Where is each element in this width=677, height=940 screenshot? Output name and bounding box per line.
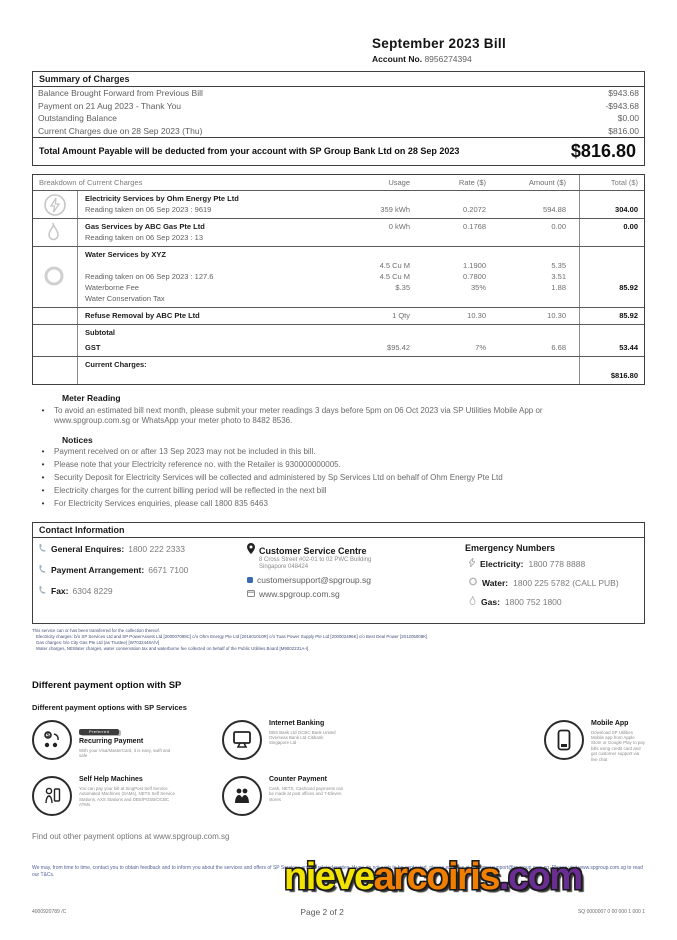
summary-of-charges-table [32, 71, 645, 166]
gas-flame-icon [43, 221, 63, 245]
current-charges-section [33, 356, 644, 384]
summary-row [33, 87, 644, 100]
lightning-icon [469, 558, 475, 567]
phone-icon [39, 564, 47, 573]
summary-row-amount: $816.00 [608, 125, 639, 136]
summary-row [33, 125, 644, 138]
breakdown-header-row [33, 175, 644, 190]
document-header [372, 36, 632, 64]
self-help-machines-icon [32, 776, 72, 816]
payment-option-recurring: $ Preferred Recurring Payment With your Visa/MasterCard, it is easy, swift and safe [32, 720, 222, 762]
bullet-icon: • [41, 473, 45, 482]
bullet-icon: • [41, 460, 45, 469]
contact-phone-column [39, 543, 247, 615]
service-centre-address: 8 Cross Street #02-01 to 02 PWC Building Singapore 048424 [259, 556, 372, 570]
account-label: Account No. [372, 54, 423, 64]
table-row: Reading taken on 06 Sep 2023 : 9619 359 kWh 0.2072 594.88 304.00 [85, 205, 638, 214]
table-row: Electricity Services by Ohm Energy Pte Ltd [85, 194, 239, 203]
water-drop-icon [43, 263, 65, 287]
payment-arrangement-row: Payment Arrangement: 6671 7100 [39, 564, 247, 575]
summary-row-label: Outstanding Balance [38, 113, 117, 123]
page-number: Page 2 of 2 [300, 906, 344, 917]
summary-row [33, 112, 644, 125]
list-item: • Payment received on or after 13 Sep 2023 may not be included in this bill. [32, 447, 645, 458]
col-usage: Usage [388, 178, 410, 187]
email-row[interactable]: customersupport@spgroup.sg [247, 575, 465, 585]
payment-option-internet-banking: Internet Banking DBS Bank Ltd OCBC Bank United Overseas Bank Ltd Citibank Singapore Ltd [222, 720, 384, 762]
globe-icon [247, 590, 255, 597]
electricity-section [33, 190, 644, 218]
bullet-icon: • [41, 486, 45, 495]
table-row: Refuse Removal by ABC Pte Ltd 1 Qty 10.30 10.30 85.92 [85, 311, 638, 320]
breakdown-table [32, 174, 645, 385]
water-section [33, 246, 644, 307]
phone-icon [39, 543, 47, 552]
summary-row-amount: -$943.68 [605, 100, 639, 111]
payment-options-grid [32, 720, 645, 816]
col-rate: Rate ($) [458, 178, 486, 187]
total-payable-row [33, 137, 644, 165]
bullet-icon: • [41, 405, 45, 415]
general-enquiries-row: General Enquires: 1800 222 2333 [39, 543, 247, 554]
table-row: Reading taken on 06 Sep 2023 : 127.6 4.5 Cu M 0.7800 3.51 [85, 272, 566, 281]
page-footer [32, 907, 645, 917]
contact-title: Contact Information [33, 523, 644, 538]
recurring-payment-icon [32, 720, 72, 760]
notices-heading: Notices [62, 434, 93, 445]
table-row: Subtotal [85, 328, 115, 337]
list-item: • For Electricity Services enquiries, please call 1800 835 6463 [32, 499, 645, 510]
table-row: $816.80 [610, 371, 638, 380]
list-item: • Electricity charges for the current billing period will be reflected in the next bill [32, 486, 645, 497]
legal-fine-print: This service can or has been transferred for the collection thereof. Electricity charges: b/o SP Services Ltd and SP PowerAssets Ltd [200007098C] c/o Ohm Energy Pte Ltd [201601010R] c/o Tuas Power Supply Pte Ltd [200002496K] c/o Best Deal Power [201205008K] Gas charges: b/o City Gas Pte Ltd (as Trustee) [W7032448A/V] Water charges, NEWater charges, water conservation tax and waterborne fee collected on behalf of the Public Utilities Board [M9002231A-I] [32, 627, 428, 651]
fax-icon [39, 585, 47, 594]
total-payable-amount: $816.80 [570, 141, 636, 161]
breakdown-title: Breakdown of Current Charges [39, 178, 143, 187]
emergency-electricity-row: Electricity: 1800 778 8888 [469, 558, 638, 569]
payment-options-subheading: Different payment options with SP Services [32, 702, 187, 712]
subtotal-gst-section [33, 324, 644, 356]
summary-row-amount: $0.00 [617, 113, 639, 123]
bill-title: September 2023 Bill [372, 36, 507, 51]
footer-right-code: SQ 0000007 0 00 000 1 000 1 [577, 908, 645, 915]
emergency-water-row: Water: 1800 225 5782 (CALL PUB) [469, 577, 638, 588]
gas-section [33, 218, 644, 246]
payment-option-self-help: Self Help Machines You can pay your bill at SingPost Self Service Automated Machines (SAMs), NETS Self Service Stations, AXS Stations and DBS/POSB/OCBC ATMs [32, 776, 222, 816]
payment-options-heading: Different payment option with SP [32, 679, 182, 691]
payment-option-mobile-app: Mobile App Download SP Utilities Mobile app from Apple Store or Google Play to pay bills using credit card and get customer support via live chat [544, 720, 645, 762]
col-amount: Amount ($) [528, 178, 566, 187]
counter-payment-icon [222, 776, 262, 816]
fax-row: Fax: 6304 8229 [39, 585, 247, 596]
meter-reading-heading: Meter Reading [62, 393, 121, 403]
email-icon [247, 577, 253, 583]
contact-information-box [32, 522, 645, 624]
table-row: Current Charges: [85, 360, 147, 369]
table-row: 4.5 Cu M 1.1900 5.35 [379, 261, 566, 270]
location-pin-icon [247, 543, 255, 554]
watermark: nievearcoiris.com [284, 856, 582, 898]
water-drop-icon [469, 577, 477, 586]
find-out-more-line: Find out other payment options at www.spgroup.com.sg [32, 831, 230, 841]
electricity-icon [43, 193, 67, 217]
total-payable-label: Total Amount Payable will be deducted from your account with SP Group Bank Ltd on 28 Sep 2023 [39, 146, 460, 156]
contact-body [33, 538, 644, 623]
website-row[interactable]: www.spgroup.com.sg [247, 589, 465, 599]
emergency-gas-row: Gas: 1800 752 1800 [469, 596, 638, 607]
account-number: 8956274394 [424, 54, 472, 64]
table-row: GST $95.42 7% 6.68 53.44 [85, 343, 638, 352]
summary-row-label: Current Charges due on 28 Sep 2023 (Thu) [38, 125, 203, 136]
svg-text:$: $ [46, 732, 50, 739]
summary-row-label: Payment on 21 Aug 2023 - Thank You [38, 100, 182, 111]
summary-row [33, 100, 644, 113]
flame-icon [469, 596, 476, 605]
table-row: Waterborne Fee $.35 35% 1.88 85.92 [85, 283, 638, 292]
table-row: Reading taken on 06 Sep 2023 : 13 [85, 233, 204, 242]
col-total: Total ($) [610, 178, 638, 187]
list-item: • Security Deposit for Electricity Services will be collected and administered by Sp Services Ltd on behalf of Ohm Energy Pte Ltd [32, 473, 645, 484]
bullet-icon: • [41, 447, 45, 456]
footer-disclaimer: We may, from time to time, contact you to obtain feedback and to inform you about the services and offers of SP Services and its related parties. If you do not wish to be contacted, please email us at customersupport@spgroup.com.sg. Please visit www.spgroup.com.sg to read our T&Cs. [32, 864, 643, 878]
footer-left-code: 4000920789 /C [32, 908, 67, 915]
preferred-badge: Preferred [79, 729, 119, 735]
emergency-numbers-column [465, 543, 638, 615]
payment-option-counter: Counter Payment Cash, NETS, Cashcard payments can be made at post offices and 7-Eleven stores [222, 776, 384, 816]
list-item: • To avoid an estimated bill next month, please submit your meter readings 3 days before 5pm on 06 Oct 2023 via SP Utilities Mobile App or www.spgroup.com.sg or WhatsApp your meter photo to 8482 8536. [32, 406, 645, 427]
meter-reading-section [32, 393, 645, 427]
table-row: Gas Services by ABC Gas Pte Ltd 0 kWh 0.1768 0.00 0.00 [85, 222, 638, 231]
contact-centre-column [247, 543, 465, 615]
summary-row-label: Balance Brought Forward from Previous Bill [38, 88, 203, 98]
internet-banking-icon [222, 720, 262, 760]
account-number-line [372, 54, 632, 64]
notices-section [32, 435, 645, 510]
service-centre-row: Customer Service Centre [247, 543, 465, 556]
mobile-app-icon [544, 720, 584, 760]
summary-row-amount: $943.68 [608, 88, 639, 98]
list-item: • Please note that your Electricity reference no. with the Retailer is 930000000005. [32, 460, 645, 471]
summary-title: Summary of Charges [33, 72, 644, 87]
table-row: Water Conservation Tax [85, 294, 165, 303]
emergency-numbers-title: Emergency Numbers [465, 542, 556, 553]
bullet-icon: • [41, 499, 45, 508]
table-row: Water Services by XYZ [85, 250, 167, 259]
refuse-section [33, 307, 644, 324]
